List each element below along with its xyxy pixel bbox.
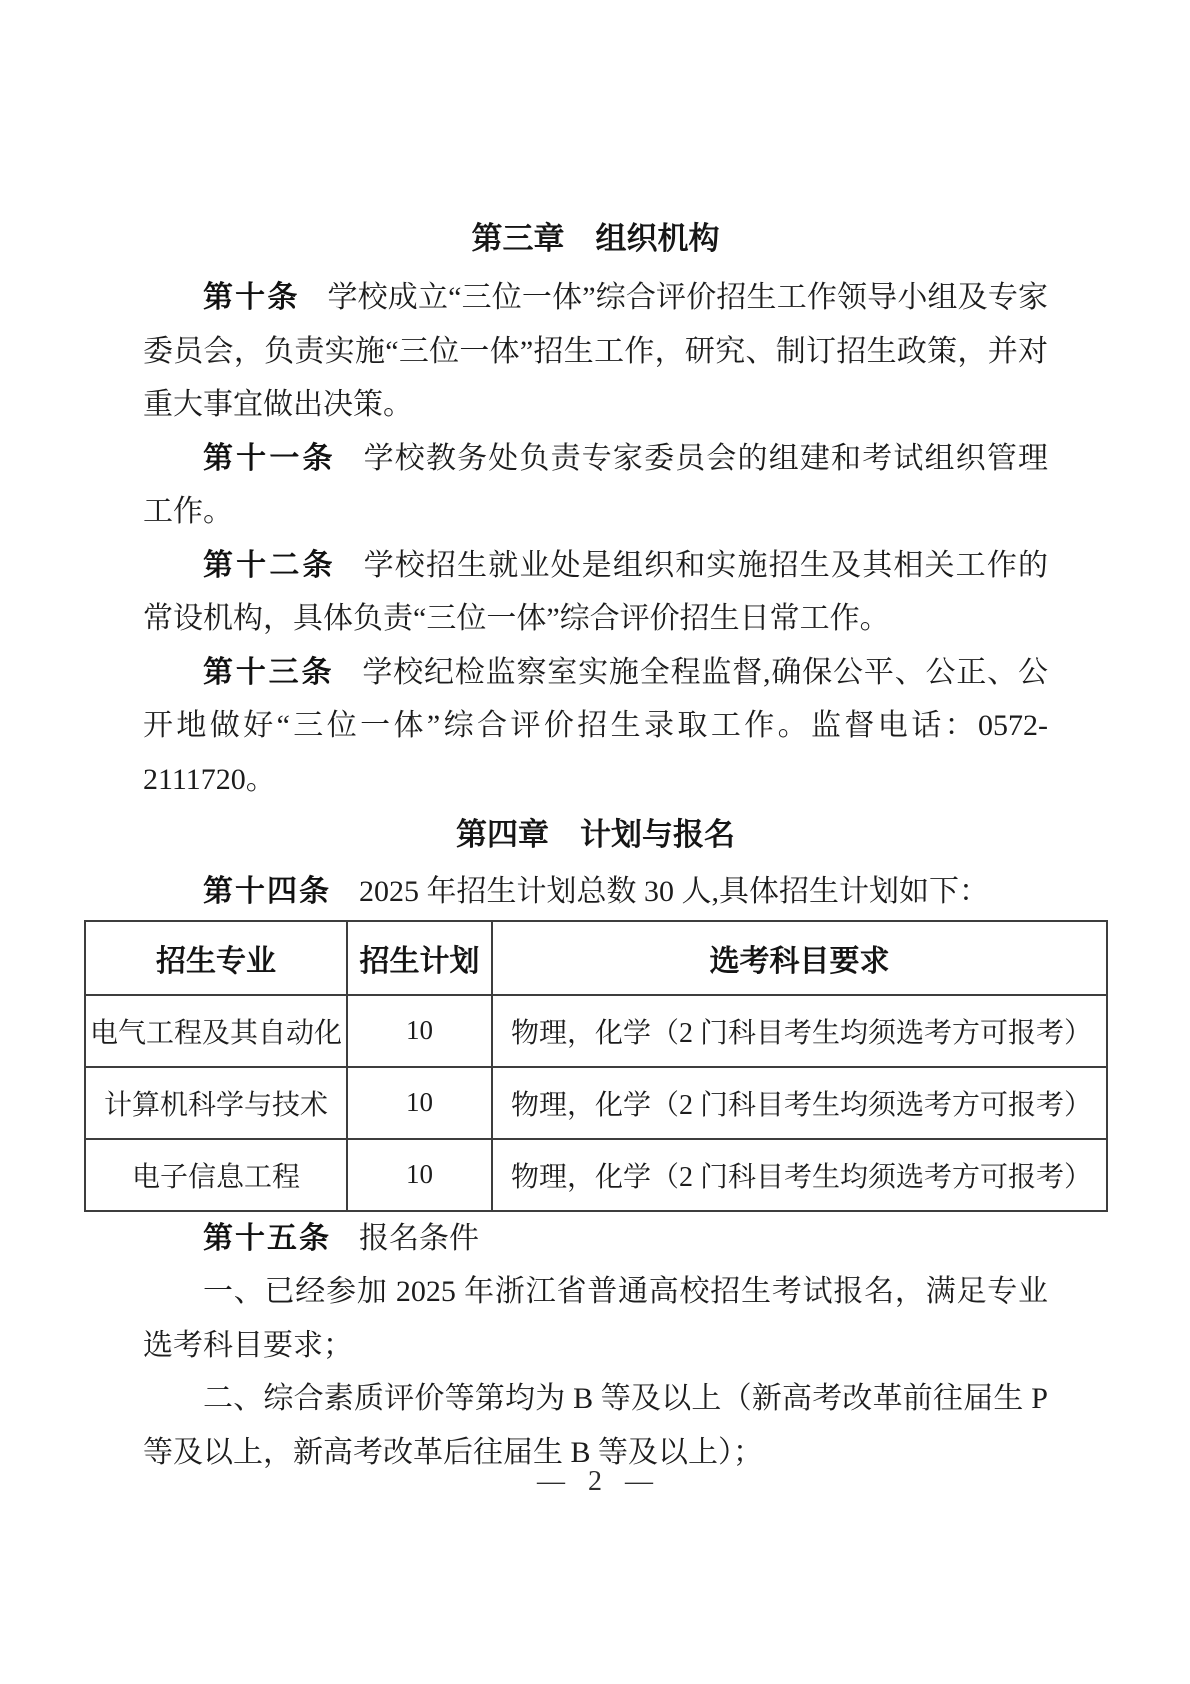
cell-subject-requirement: 物理，化学（2 门科目考生均须选考方可报考） [492, 1067, 1107, 1139]
article-13-text: 学校纪检监察室实施全程监督,确保公平、公正、公开地做好“三位一体”综合评价招生录取工作。监督电话：0572-2111720。 [143, 655, 1049, 796]
article-15-paragraph [143, 1212, 1048, 1266]
table-header-row [85, 921, 1107, 995]
cell-plan-count: 10 [347, 1067, 492, 1139]
article-15-text: 报名条件 [359, 1221, 479, 1255]
chapter-4-title: 第四章 计划与报名 [456, 817, 735, 852]
table-header-subject-req: 选考科目要求 [492, 921, 1107, 995]
cell-major: 电气工程及其自动化 [85, 995, 347, 1067]
article-13-paragraph [143, 646, 1048, 807]
article-14-text: 2025 年招生计划总数 30 人,具体招生计划如下： [359, 875, 989, 908]
enrollment-plan-table [84, 920, 1108, 1212]
article-14-label: 第十四条 [203, 875, 331, 908]
condition-2-paragraph: 二、综合素质评价等第均为 B 等及以上（新高考改革前往届生 P 等及以上，新高考改革后往届生 B 等及以上）； [143, 1382, 1048, 1469]
condition-1-paragraph: 一、已经参加 2025 年浙江省普通高校招生考试报名，满足专业选考科目要求； [143, 1275, 1048, 1362]
article-12-label: 第十二条 [203, 548, 336, 582]
table-row [85, 1139, 1107, 1211]
page-number-footer: — 2 — [537, 1466, 653, 1497]
article-13-label: 第十三条 [203, 655, 335, 689]
article-12-text: 学校招生就业处是组织和实施招生及其相关工作的常设机构，具体负责“三位一体”综合评价招生日常工作。 [143, 548, 1048, 635]
article-10-paragraph [143, 271, 1048, 432]
cell-plan-count: 10 [347, 1139, 492, 1211]
table-row [85, 995, 1107, 1067]
article-10-label: 第十条 [203, 281, 300, 314]
article-15-label: 第十五条 [203, 1221, 331, 1255]
article-11-label: 第十一条 [203, 441, 336, 475]
article-10-text: 学校成立“三位一体”综合评价招生工作领导小组及专家委员会，负责实施“三位一体”招生工作，研究、制订招生政策，并对重大事宜做出决策。 [143, 281, 1048, 421]
table-header-plan: 招生计划 [347, 921, 492, 995]
table-row [85, 1067, 1107, 1139]
table-body [85, 995, 1107, 1211]
article-14-paragraph [143, 865, 1048, 919]
chapter-3-title: 第三章 组织机构 [471, 221, 720, 256]
article-12-paragraph [143, 539, 1048, 646]
article-11-text: 学校教务处负责专家委员会的组建和考试组织管理工作。 [143, 441, 1048, 528]
cell-plan-count: 10 [347, 995, 492, 1067]
cell-major: 计算机科学与技术 [85, 1067, 347, 1139]
cell-major: 电子信息工程 [85, 1139, 347, 1211]
cell-subject-requirement: 物理，化学（2 门科目考生均须选考方可报考） [492, 1139, 1107, 1211]
cell-subject-requirement: 物理，化学（2 门科目考生均须选考方可报考） [492, 995, 1107, 1067]
article-11-paragraph [143, 432, 1048, 539]
table-header-major: 招生专业 [85, 921, 347, 995]
